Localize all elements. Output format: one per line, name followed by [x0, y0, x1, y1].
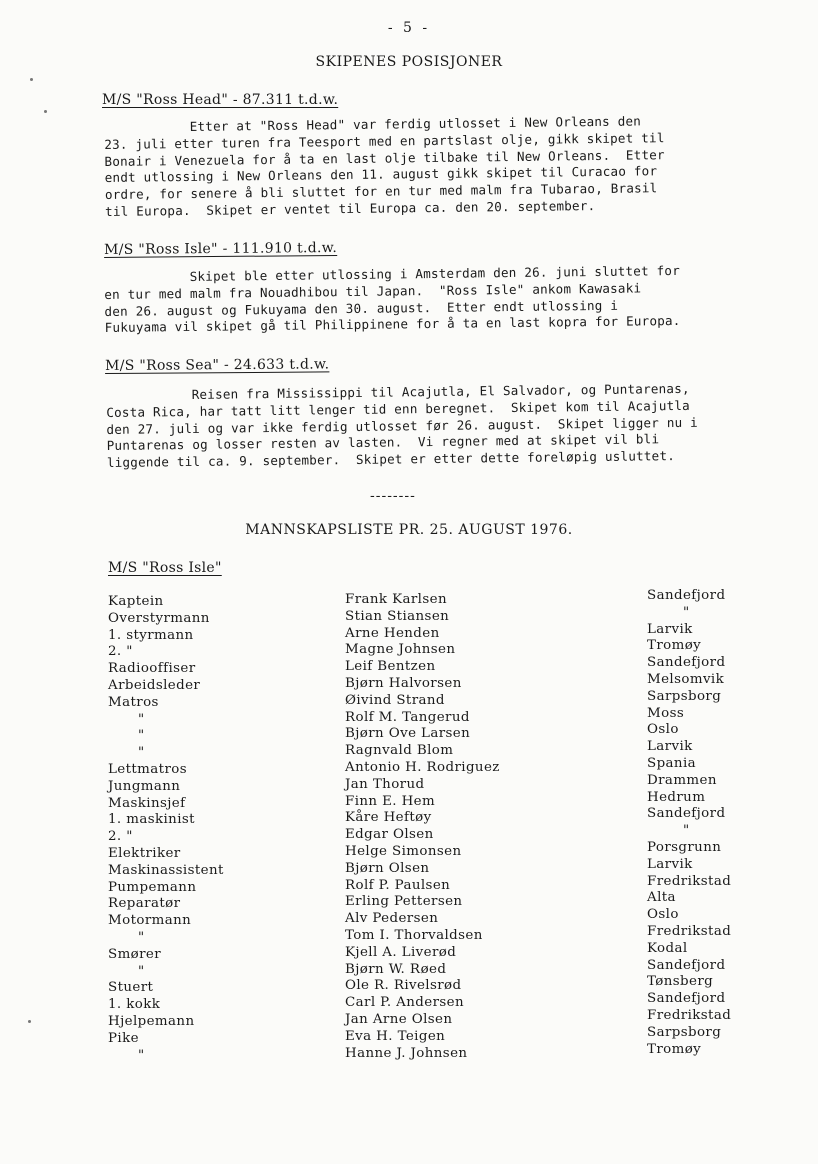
paragraph-line: Etter at "Ross Head" var ferdig utlosset i New Orleans den [104, 113, 642, 135]
crew-name: Finn E. Hem [345, 793, 436, 809]
crew-rank: Maskinassistent [108, 862, 224, 878]
crew-rank: " [138, 745, 145, 761]
crew-place: Larvik [647, 739, 693, 755]
paragraph-line: den 27. juli og var ikke ferdig utlosset før 26. august. Skipet ligger nu i [106, 414, 699, 437]
crew-name: Eva H. Teigen [345, 1028, 446, 1044]
crew-name: Bjørn Ove Larsen [345, 726, 471, 742]
paragraph-line: 23. juli etter turen fra Teesport med en partslast olje, gikk skipet til [104, 129, 665, 152]
ship-paragraph-ross-isle [104, 263, 681, 337]
scan-speck [28, 1020, 31, 1023]
crew-place: Sandefjord [647, 655, 726, 671]
crew-place: Sandefjord [647, 991, 726, 1007]
section-title: SKIPENES POSISJONER [315, 54, 503, 70]
ship-paragraph-ross-sea [106, 381, 698, 472]
crew-name: Edgar Olsen [345, 827, 434, 843]
crew-rank: Lettmatros [108, 761, 187, 777]
crew-rank: 2. " [108, 829, 133, 845]
crew-rank: Kaptein [108, 594, 164, 609]
crew-name: Rolf P. Paulsen [345, 877, 451, 893]
crew-place: Fredrikstad [647, 923, 732, 939]
crew-rank: " [138, 711, 145, 727]
crew-rank: Smører [108, 946, 162, 962]
ship-heading-ross-head: M/S "Ross Head" - 87.311 t.d.w. [102, 92, 339, 108]
crew-name: Hanne J. Johnsen [345, 1045, 468, 1061]
crew-name: Bjørn Olsen [345, 860, 430, 876]
crew-place: " [683, 823, 690, 839]
crew-place: Melsomvik [647, 671, 725, 687]
crew-name: Ragnvald Blom [345, 743, 454, 759]
paragraph-line: ordre, for senere å bli sluttet for en tur med malm fra Tubarao, Brasil [104, 180, 658, 203]
crew-name: Jan Arne Olsen [345, 1011, 453, 1027]
crew-rank: " [138, 929, 145, 945]
crew-place: Sandefjord [647, 806, 726, 822]
crew-place: Alta [647, 890, 676, 906]
crew-name: Jan Thorud [345, 776, 425, 792]
page-number: - 5 - [387, 20, 431, 36]
crew-rank: 1. kokk [108, 997, 161, 1013]
crew-rank: " [138, 1047, 145, 1063]
crew-rank: " [138, 728, 145, 744]
ship-heading-ross-sea: M/S "Ross Sea" - 24.633 t.d.w. [105, 356, 330, 374]
crew-rank: 2. " [108, 644, 133, 660]
crew-place: Hedrum [647, 789, 706, 805]
crew-rank: Jungmann [108, 778, 181, 794]
paragraph-line: Skipet ble etter utlossing i Amsterdam den 26. juni sluttet for [104, 262, 681, 285]
scan-speck [44, 110, 47, 113]
ship-paragraph-ross-head [104, 113, 666, 221]
crew-place: Fredrikstad [647, 1007, 732, 1023]
crew-place: Drammen [647, 772, 717, 788]
crew-place: Tromøy [647, 638, 702, 654]
crew-place: Tønsberg [647, 974, 714, 990]
paragraph-line: Bonair i Venezuela for å ta en last olje tilbake til New Orleans. Etter [104, 146, 665, 169]
crew-place: Oslo [647, 722, 679, 738]
crew-places-column [647, 588, 731, 1058]
crew-rank: Motormann [108, 913, 192, 929]
paragraph-line: endt utlossing i New Orleans den 11. august gikk skipet til Curacao for [104, 163, 658, 186]
crew-rank: 1. maskinist [108, 812, 195, 828]
crew-name: Rolf M. Tangerud [345, 709, 470, 725]
crew-name: Tom I. Thorvaldsen [345, 927, 483, 943]
crew-place: Moss [647, 705, 685, 721]
crew-place: Sandefjord [647, 588, 726, 603]
crew-name: Carl P. Andersen [345, 995, 464, 1011]
crew-ship-heading: M/S "Ross Isle" [108, 560, 222, 576]
crew-name: Øivind Strand [345, 692, 445, 708]
crew-rank: Stuert [108, 980, 154, 996]
paragraph-line: den 26. august og Fukuyama den 30. august. Etter endt utlossing i [104, 297, 619, 319]
crew-name: Kjell A. Liverød [345, 944, 457, 960]
crew-rank: Matros [108, 694, 159, 710]
crew-name: Erling Pettersen [345, 894, 463, 910]
crew-name: Bjørn W. Røed [345, 961, 447, 977]
crew-name: Stian Stiansen [345, 608, 450, 624]
crew-rank: Reparatør [108, 896, 181, 912]
crew-rank: Maskinsjef [108, 795, 186, 811]
crew-place: Larvik [647, 621, 693, 637]
crew-rank: Pike [108, 1030, 139, 1046]
crew-names-column [345, 592, 500, 1062]
crew-name: Kåre Heftøy [345, 810, 432, 826]
crew-rank: 1. styrmann [108, 627, 194, 643]
crew-name: Alv Pedersen [345, 911, 439, 927]
crew-name: Helge Simonsen [345, 843, 462, 859]
crew-place: Fredrikstad [647, 873, 732, 889]
crew-name: Antonio H. Rodriguez [345, 759, 500, 775]
scan-speck [30, 78, 33, 81]
paragraph-line: Puntarenas og losser resten av lasten. Vi regner med at skipet vil bli [106, 431, 660, 454]
crew-rank: " [138, 963, 145, 979]
crew-name: Leif Bentzen [345, 659, 436, 675]
crew-name: Bjørn Halvorsen [345, 675, 462, 691]
crew-place: Larvik [647, 856, 693, 872]
crew-rank: Hjelpemann [108, 1013, 195, 1029]
crew-place: Spania [647, 755, 697, 771]
crew-place: Tromøy [647, 1041, 702, 1057]
crew-place: " [683, 604, 690, 620]
paragraph-line: Reisen fra Mississippi til Acajutla, El Salvador, og Puntarenas, [106, 380, 690, 403]
crew-name: Ole R. Rivelsrød [345, 978, 462, 994]
crew-list-title: MANNSKAPSLISTE PR. 25. AUGUST 1976. [245, 522, 573, 538]
crew-rank: Elektriker [108, 845, 181, 861]
crew-place: Sandefjord [647, 957, 726, 973]
crew-name: Magne Johnsen [345, 642, 456, 658]
crew-place: Porsgrunn [647, 839, 722, 855]
paragraph-line: Fukuyama vil skipet gå til Philippinene for å ta en last kopra for Europa. [104, 313, 681, 336]
crew-place: Oslo [647, 907, 679, 923]
separator: -------- [370, 488, 416, 504]
crew-place: Sarpsborg [647, 1024, 722, 1040]
crew-rank: Arbeidsleder [108, 677, 201, 693]
paragraph-line: liggende til ca. 9. september. Skipet er etter dette foreløpig usluttet. [106, 448, 676, 471]
crew-name: Arne Henden [345, 625, 440, 641]
crew-place: Kodal [647, 940, 688, 956]
paragraph-line: Costa Rica, har tatt litt lenger tid enn beregnet. Skipet kom til Acajutla [106, 397, 691, 420]
crew-rank: Radiooffiser [108, 661, 196, 677]
crew-rank: Overstyrmann [108, 610, 210, 626]
ship-heading-ross-isle: M/S "Ross Isle" - 111.910 t.d.w. [104, 239, 338, 258]
crew-rank: Pumpemann [108, 879, 197, 895]
paragraph-line: en tur med malm fra Nouadhibou til Japan. "Ross Isle" ankom Kawasaki [104, 280, 642, 302]
paragraph-line: til Europa. Skipet er ventet til Europa ca. den 20. september. [105, 197, 596, 219]
crew-ranks-column [108, 594, 224, 1064]
crew-place: Sarpsborg [647, 688, 722, 704]
crew-name: Frank Karlsen [345, 592, 447, 607]
